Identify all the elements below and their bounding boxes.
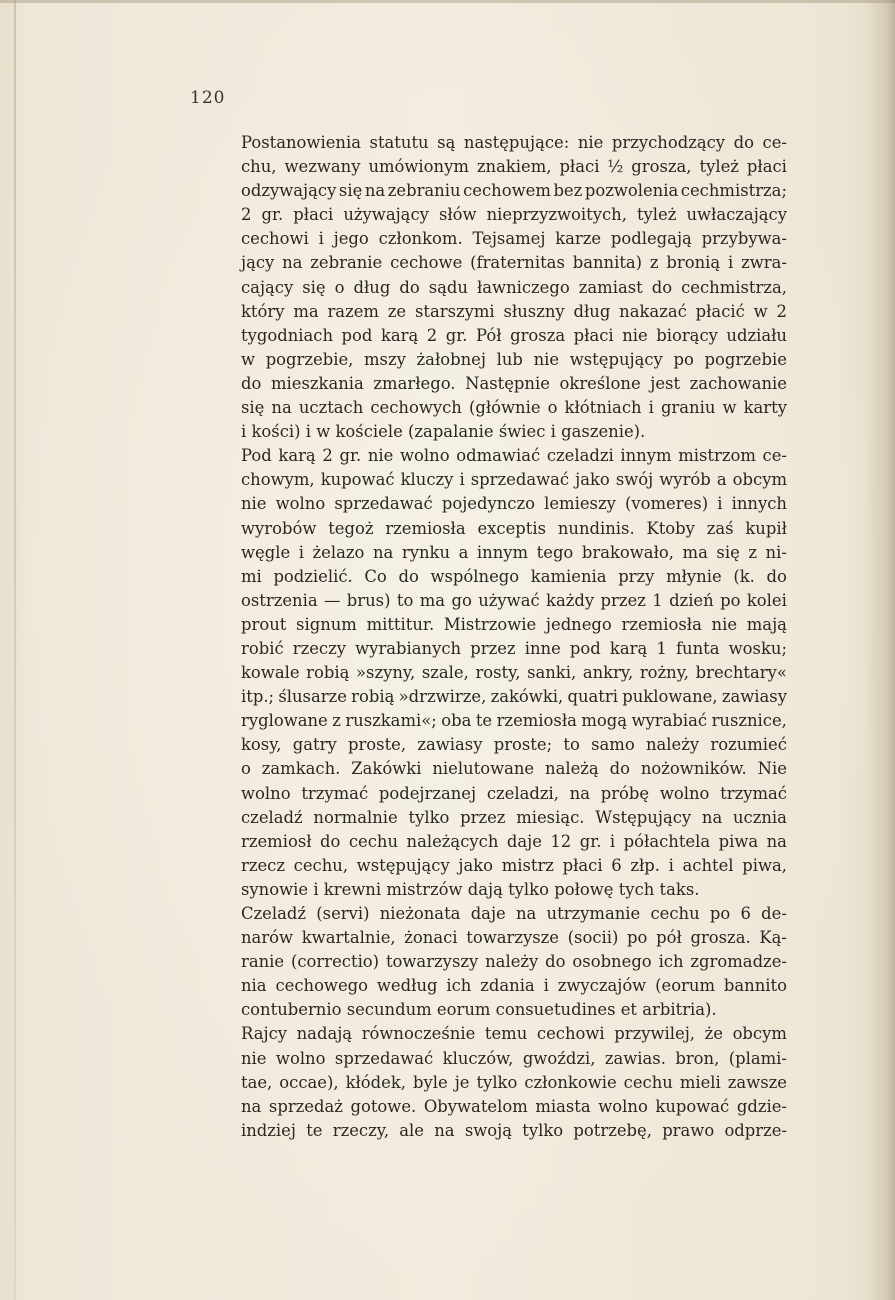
text-line: rzecz cechu, wstępujący jako mistrz płaci 6 złp. i achtel piwa, <box>241 855 787 875</box>
text-line: ostrzenia — brus) to ma go używać każdy przez 1 dzień po kolei <box>241 590 787 610</box>
text-line: wolno trzymać podejrzanej czeladzi, na próbę wolno trzymać <box>241 783 787 803</box>
text-line: czeladź normalnie tylko przez miesiąc. Wstępujący na ucznia <box>241 807 787 827</box>
page-number: 120 <box>190 88 226 108</box>
page-right-shadow <box>865 0 895 1300</box>
text-line: o zamkach. Zakówki nielutowane należą do nożowników. Nie <box>241 759 787 779</box>
text-line: itp.; ślusarze robią »drzwirze, zakówki, quatri puklowane, zawiasy <box>241 687 787 707</box>
text-line: mi podzielić. Co do wspólnego kamienia przy młynie (k. do <box>241 566 787 586</box>
text-line: jący na zebranie cechowe (fraternitas bannita) z bronią i zwra- <box>241 253 787 273</box>
text-line: robić rzeczy wyrabianych przez inne pod karą 1 funta wosku; <box>241 638 787 658</box>
text-line: kosy, gatry proste, zawiasy proste; to samo należy rozumieć <box>241 735 787 755</box>
page-binding-edge <box>14 0 16 1300</box>
text-line: indziej te rzeczy, ale na swoją tylko potrzebę, prawo odprze- <box>241 1120 787 1140</box>
text-line: tygodniach pod karą 2 gr. Pół grosza płaci nie biorący udziału <box>241 325 787 345</box>
body-text <box>241 131 787 1143</box>
text-line: w pogrzebie, mszy żałobnej lub nie wstępujący po pogrzebie <box>241 349 787 369</box>
text-line: wyrobów tegoż rzemiosła exceptis nundinis. Ktoby zaś kupił <box>241 518 787 538</box>
text-line: nie wolno sprzedawać pojedynczo lemieszy (vomeres) i innych <box>241 494 787 514</box>
text-line: węgle i żelazo na rynku a innym tego brakowało, ma się z ni- <box>241 542 787 562</box>
text-line: Rajcy nadają równocześnie temu cechowi przywilej, że obcym <box>241 1024 787 1044</box>
text-line: ryglowane z ruszkami«; oba te rzemiosła mogą wyrabiać rusznice, <box>241 711 787 731</box>
text-line: odzywający się na zebraniu cechowem bez pozwolenia cechmistrza; <box>241 181 787 201</box>
text-line: chu, wezwany umówionym znakiem, płaci ½ grosza, tyleż płaci <box>241 157 787 177</box>
text-line: rzemiosł do cechu należących daje 12 gr. i półachtela piwa na <box>241 831 787 851</box>
text-line: tae, occae), kłódek, byle je tylko członkowie cechu mieli zawsze <box>241 1072 787 1092</box>
text-line: Pod karą 2 gr. nie wolno odmawiać czeladzi innym mistrzom ce- <box>241 446 787 466</box>
text-line: Czeladź (servi) nieżonata daje na utrzymanie cechu po 6 de- <box>241 904 787 923</box>
text-line: na sprzedaż gotowe. Obywatelom miasta wolno kupować gdzie- <box>241 1096 787 1116</box>
text-line: contubernio secundum eorum consuetudines et arbitria). <box>241 1000 717 1020</box>
text-line: Postanowienia statutu są następujące: nie przychodzący do ce- <box>241 133 787 152</box>
text-line: synowie i krewni mistrzów dają tylko połowę tych taks. <box>241 879 700 899</box>
text-line: 2 gr. płaci używający słów nieprzyzwoitych, tyleż uwłaczający <box>241 205 787 225</box>
text-line: chowym, kupować kluczy i sprzedawać jako swój wyrób a obcym <box>241 470 787 490</box>
text-line: do mieszkania zmarłego. Następnie określone jest zachowanie <box>241 373 787 393</box>
text-line: prout signum mittitur. Mistrzowie jednego rzemiosła nie mają <box>241 614 787 634</box>
text-line: ranie (correctio) towarzyszy należy do osobnego ich zgromadze- <box>241 952 787 972</box>
text-line: się na ucztach cechowych (głównie o kłótniach i graniu w karty <box>241 398 787 418</box>
text-line: nie wolno sprzedawać kluczów, gwoździ, zawias. bron, (plami- <box>241 1048 787 1068</box>
text-line: który ma razem ze starszymi słuszny dług nakazać płacić w 2 <box>241 301 787 321</box>
text-line: cechowi i jego członkom. Tejsamej karze podlegają przybywa- <box>241 229 787 249</box>
page-top-edge <box>0 0 895 3</box>
text-line: i kości) i w kościele (zapalanie świec i gaszenie). <box>241 422 646 442</box>
text-line: narów kwartalnie, żonaci towarzysze (socii) po pół grosza. Ką- <box>241 928 787 948</box>
text-line: kowale robią »szyny, szale, rosty, sanki, ankry, rożny, brechtary« <box>241 663 787 683</box>
text-line: cający się o dług do sądu ławniczego zamiast do cechmistrza, <box>241 277 787 297</box>
text-line: nia cechowego według ich zdania i zwyczajów (eorum bannito <box>241 976 787 996</box>
